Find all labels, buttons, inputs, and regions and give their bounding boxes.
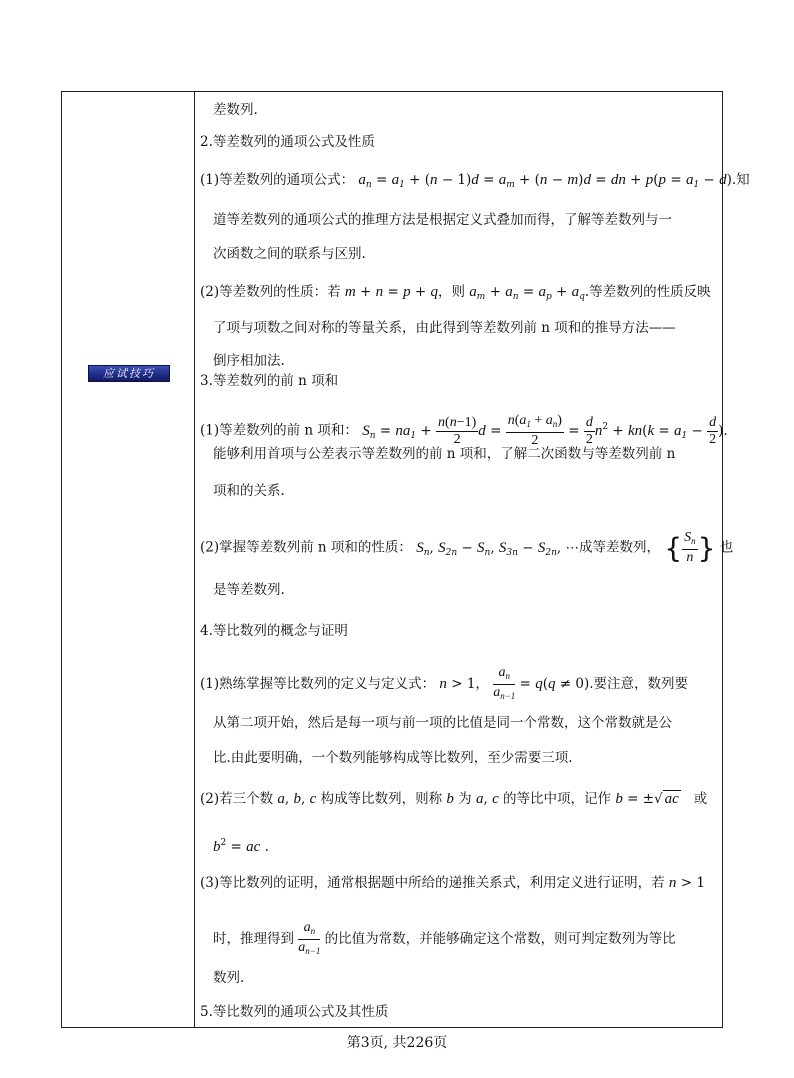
formula-ratio-def: n > 1， $\frac{a_n}{a_{n-1}}$ = q(q ≠ 0) [439, 665, 590, 701]
text-line: (1)等差数列的通项公式： $a_n = a_1 + (n - 1)d = a_m + (n - m)d$ = dn + $p(p = a_1 - d)$.知 [200, 172, 750, 190]
text-line: (1)等差数列的前 n 项和： $S_n = na_1$ + $\frac{n(n-1)}{2}$ d = $\frac{n(a_1 + a_n)}{2}$ = $\frac{d}{2}$ $n^2 + kn(k = a_1$ − $\frac{d}{2}$ ). [200, 413, 728, 448]
formula-partial-sums: $S_n$, $S_{2n} - S_n$, $S_{3n} - S_{2n}$, ⋯ [416, 539, 579, 558]
text-line: 了项与项数之间对称的等量关系，由此得到等差数列前 n 项和的推导方法—— [213, 320, 676, 336]
formula-ratio: $\frac{a_n}{a_{n-1}}$ [298, 920, 321, 956]
formula-general-term: $a_n = a_1 + (n - 1)d = a_m + (n - m)d$ = dn + $p(p = a_1 - d)$ [358, 172, 732, 190]
text-line: 时，推理得到 $\frac{a_n}{a_{n-1}}$ 的比值为常数，并能够确定这个常数，则可判定数列为等比 [213, 920, 676, 959]
formula-sum: $S_n = na_1$ + $\frac{n(n-1)}{2}$ d = $\frac{n(a_1 + a_n)}{2}$ = $\frac{d}{2}$ $n^2 + kn(k = a_1$ − $\frac{d}{2}$ ). [362, 413, 728, 448]
formula-sn-over-n: { $\frac{S_n}{n}$ } [664, 530, 716, 565]
text-line: (1)熟练掌握等比数列的定义与定义式： n > 1， $\frac{a_n}{a_{n-1}}$ = q(q ≠ 0).要注意，数列要 [200, 665, 689, 701]
text-line: 差数列. [213, 102, 258, 118]
heading-4: 4.等比数列的概念与证明 [200, 623, 348, 639]
section-badge: 应试技巧 [88, 365, 170, 382]
heading-2: 2.等差数列的通项公式及性质 [200, 134, 375, 150]
text-line: 倒序相加法. [213, 353, 285, 369]
formula-b-squared: $b^2$ = ac . [213, 838, 269, 855]
heading-5: 5.等比数列的通项公式及其性质 [200, 1004, 389, 1020]
formula-property: $a_m + a_n = a_p + a_q$ [469, 284, 585, 302]
text-line: 项和的关系. [213, 483, 285, 499]
heading-3: 3.等差数列的前 n 项和 [200, 373, 339, 389]
text-line: 次函数之间的联系与区别. [213, 246, 366, 262]
text-line: (2)掌握等差数列前 n 项和的性质： $S_n$, $S_{2n} - S_n$, $S_{3n} - S_{2n}$, ⋯成等差数列， { $\frac{S_n}{n}$ } 也 [200, 530, 734, 565]
text-line: 比.由此要明确，一个数列能够构成等比数列，至少需要三项. [213, 750, 573, 766]
formula-condition: m + n = p + q [344, 284, 438, 300]
label-column [62, 92, 195, 1027]
text-line: (3)等比数列的证明，通常根据题中所给的递推关系式，利用定义进行证明，若 n > 1 [200, 875, 705, 891]
text-line: (2)等差数列的性质：若 m + n = p + q，则 $a_m + a_n = a_p + a_q$.等差数列的性质反映 [200, 284, 711, 302]
content-table [61, 91, 750, 1028]
text-line: 能够利用首项与公差表示等差数列的前 n 项和，了解二次函数与等差数列前 n [213, 446, 676, 462]
text-line: 从第二项开始，然后是每一项与前一项的比值是同一个常数，这个常数就是公 [213, 715, 672, 731]
formula-geometric-mean: b = ±√ ac [615, 791, 679, 807]
text-line: 道等差数列的通项公式的推理方法是根据定义式叠加而得，了解等差数列与一 [213, 212, 672, 228]
page-footer: 第3页, 共226页 [346, 1035, 448, 1051]
text-line: (2)若三个数 a, b, c 构成等比数列，则称 b 为 a, c 的等比中项，记作 b = ±√ ac 或 [200, 791, 708, 807]
content-column [196, 92, 750, 1027]
text-line: 是等差数列. [213, 582, 285, 598]
text-line: 数列. [213, 970, 245, 986]
